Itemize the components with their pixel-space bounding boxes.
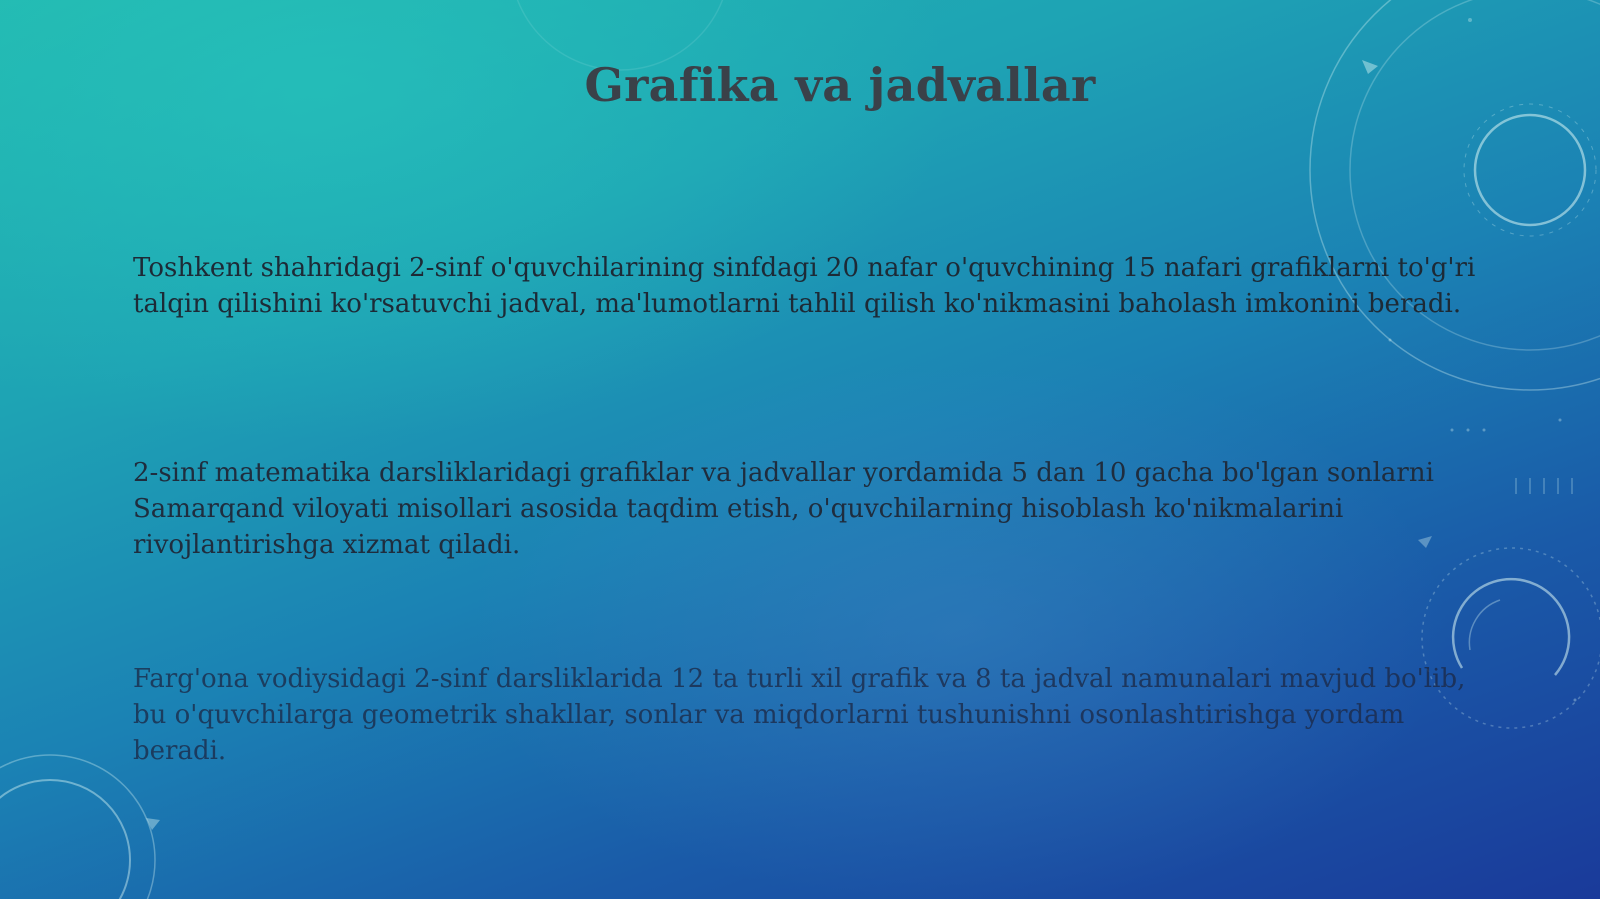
decor-triangle-bottom-left xyxy=(146,818,160,830)
decor-dots xyxy=(1389,18,1577,702)
paragraph-samarqand: 2-sinf matematika darsliklaridagi grafiklar va jadvallar yordamida 5 dan 10 gacha bo'lgan sonlarni Samarqand viloyati misollari asosida taqdim etish, o'quvchilarning hisoblash ko'nikmalarini rivojlantirishga xizmat qiladi. xyxy=(133,458,1434,560)
decor-ticks-right xyxy=(1516,478,1572,494)
decor-arc-bottom-right-inner xyxy=(1469,600,1500,650)
decor-arc-bottom-left-outer xyxy=(0,755,155,899)
decor-arc-bottom-left-inner xyxy=(0,780,130,899)
slide-title: Grafika va jadvallar xyxy=(584,58,1096,112)
paragraph-fargona: Farg'ona vodiysidagi 2-sinf darsliklarida 12 ta turli xil grafik va 8 ta jadval namunalari mavjud bo'lib, bu o'quvchilarga geometrik shakllar, sonlar va miqdorlarni tushunishni osonlashtirishga yordam beradi. xyxy=(133,664,1466,766)
paragraph-toshkent: Toshkent shahridagi 2-sinf o'quvchilarining sinfdagi 20 nafar o'quvchining 15 nafari grafiklarni to'g'ri talqin qilishini ko'rsatuvchi jadval, ma'lumotlarni tahlil qilish ko'nikmasini baholash imkonini beradi. xyxy=(133,253,1476,319)
decor-ring-top-right xyxy=(1475,115,1585,225)
decor-ring-top-right-dashed xyxy=(1464,104,1596,236)
